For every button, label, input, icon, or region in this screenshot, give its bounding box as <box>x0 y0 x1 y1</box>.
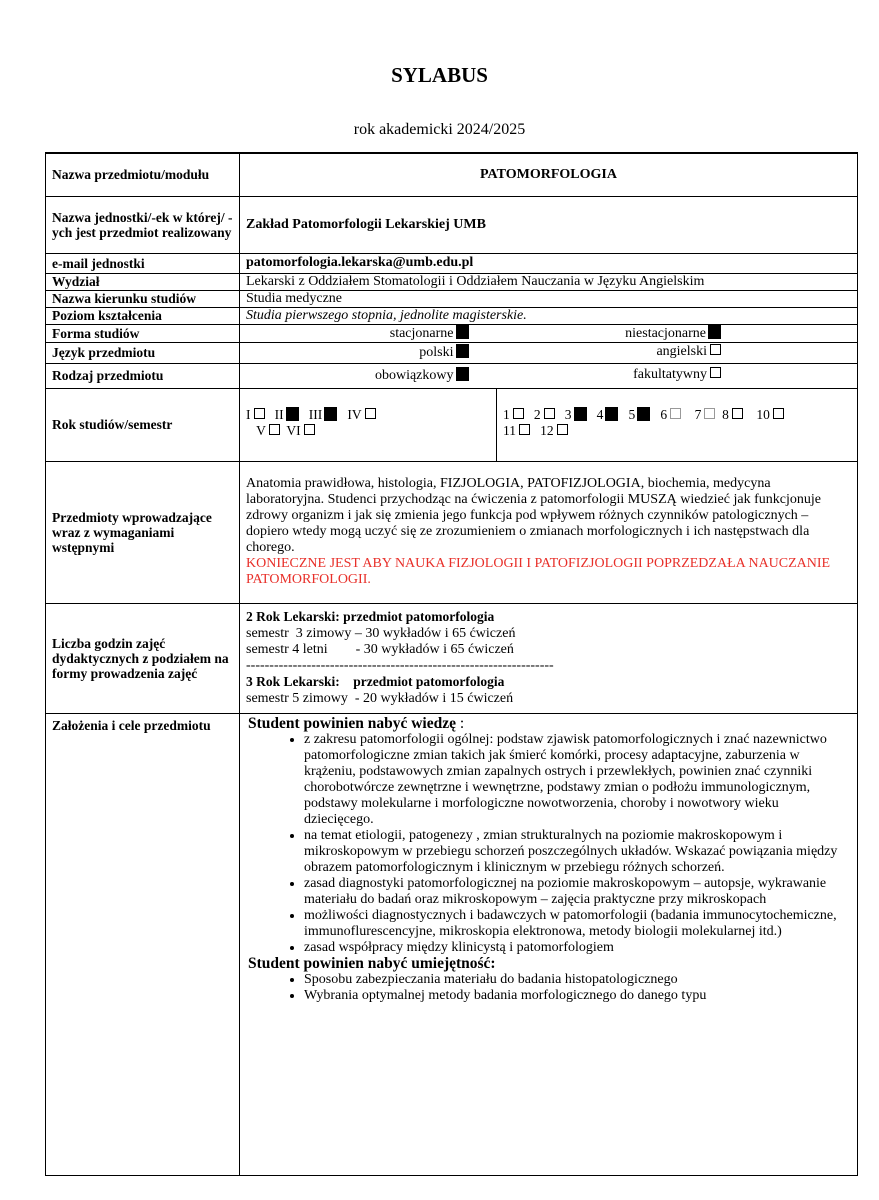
checked-box-icon[interactable] <box>324 407 337 421</box>
form-options <box>240 324 858 342</box>
unit-label: Nazwa jednostki/-ek w której/ -ych jest przedmiot realizowany <box>46 196 240 253</box>
checked-box-icon[interactable] <box>456 344 469 358</box>
semesters <box>497 389 790 461</box>
language-label: Język przedmiotu <box>46 342 240 363</box>
prereq-label: Przedmioty wprowadzające wraz z wymaganiami wstępnymi <box>46 461 240 603</box>
faculty-label: Wydział <box>46 273 240 290</box>
checked-box-icon[interactable] <box>286 407 299 421</box>
empty-checkbox-icon[interactable] <box>519 424 530 435</box>
checked-box-icon[interactable] <box>456 367 469 381</box>
form-option-part-time: niestacjonarne <box>625 325 706 341</box>
semester-2: 2 <box>533 406 541 422</box>
checked-box-icon[interactable] <box>574 407 587 421</box>
year-II: II <box>274 406 284 422</box>
type-label: Rodzaj przedmiotu <box>46 363 240 388</box>
checked-box-icon[interactable] <box>605 407 618 421</box>
academic-year: rok akademicki 2024/2025 <box>353 121 526 138</box>
checked-box-icon[interactable] <box>637 407 650 421</box>
list-item: • Wybrania optymalnej metody badania morfologicznego do danego typu <box>304 988 851 1004</box>
checked-box-icon[interactable] <box>708 325 721 339</box>
email-label: e-mail jednostki <box>46 253 240 273</box>
year-V: V <box>256 422 266 438</box>
semester-11: 11 <box>503 422 516 438</box>
prereq-warning: KONIECZNE JEST ABY NAUKA FIZJOLOGII I PATOFIZJOLOGII POPRZEDZAŁA NAUCZANIE PATOMORFOLOGII. <box>246 556 831 587</box>
semester4-hours: semestr 4 letni - 30 wykładów i 65 ćwiczeń <box>246 642 514 657</box>
empty-checkbox-icon[interactable] <box>269 424 280 435</box>
unit-email: patomorfologia.lekarska@umb.edu.pl <box>240 253 858 273</box>
type-options <box>240 363 858 388</box>
type-option-elective: fakultatywny <box>633 367 707 382</box>
list-item: • zasad diagnostyki patomorfologicznej na poziomie makroskopowym – autopsje, wykrawanie materiału do badań oraz mikroskopowym – zajęcia praktyczne przy mikroskopach <box>304 876 851 908</box>
semester-4: 4 <box>596 406 604 422</box>
empty-checkbox-icon[interactable] <box>513 408 524 419</box>
goals-cell <box>240 713 858 1175</box>
form-label: Forma studiów <box>46 324 240 342</box>
semester-1: 1 <box>503 406 510 422</box>
semester-7: 7 <box>694 406 702 422</box>
year-III: III <box>308 406 323 422</box>
semester-8: 8 <box>722 406 729 422</box>
level-label: Poziom kształcenia <box>46 307 240 324</box>
semester-10: 10 <box>756 406 770 422</box>
list-item: • możliwości diagnostycznych i badawczych w patomorfologii (badania immunocytochemiczne, immunoflurescencyjne, mikroskopia elektronowa, metody biologii molekularnej itd.) <box>304 908 851 940</box>
form-option-full-time: stacjonarne <box>389 325 454 341</box>
knowledge-heading: Student powinien nabyć wiedzę : <box>248 714 465 732</box>
semester-5: 5 <box>628 406 636 422</box>
semester5-hours: semestr 5 zimowy - 20 wykładów i 15 ćwiczeń <box>246 691 514 706</box>
empty-checkbox-icon[interactable] <box>704 408 715 419</box>
study-years <box>240 389 497 461</box>
empty-checkbox-icon[interactable] <box>557 424 568 435</box>
list-item: • zasad współpracy między klinicystą i patomorfologiem <box>304 940 851 956</box>
subject-label: Nazwa przedmiotu/modułu <box>46 153 240 196</box>
knowledge-list <box>246 732 851 956</box>
year-I: I <box>246 406 251 422</box>
year-semester-cell <box>240 388 858 461</box>
semester-3: 3 <box>564 406 572 422</box>
list-item: • na temat etiologii, patogenezy , zmian strukturalnych na poziomie makroskopowym i mikroskopowym w przebiegu schorzeń poszczególnych układów. Wskazać powiązania między obrazem patomorfologicznym i klinicznym w przebiegu różnych schorzeń. <box>304 828 851 876</box>
semester-6: 6 <box>660 406 668 422</box>
document-title: SYLABUS <box>391 63 488 87</box>
empty-checkbox-icon[interactable] <box>710 367 721 378</box>
syllabus-table <box>45 152 858 1176</box>
year-label: Rok studiów/semestr <box>46 388 240 461</box>
type-option-mandatory: obowiązkowy <box>374 368 454 383</box>
prereq-cell <box>240 461 858 603</box>
subject-name: PATOMORFOLOGIA <box>240 153 858 196</box>
year3-heading: 3 Rok Lekarski: przedmiot patomorfologia <box>246 674 505 689</box>
empty-checkbox-icon[interactable] <box>365 408 376 419</box>
empty-checkbox-icon[interactable] <box>254 408 265 419</box>
goals-label: Założenia i cele przedmiotu <box>46 713 240 1175</box>
field-label: Nazwa kierunku studiów <box>46 290 240 307</box>
checked-box-icon[interactable] <box>456 325 469 339</box>
semester-12: 12 <box>540 422 554 438</box>
skills-heading: Student powinien nabyć umiejętność: <box>248 954 496 972</box>
language-options <box>240 342 858 363</box>
empty-checkbox-icon[interactable] <box>710 344 721 355</box>
faculty-value: Lekarski z Oddziałem Stomatologii i Oddziałem Nauczania w Języku Angielskim <box>240 273 858 290</box>
empty-checkbox-icon[interactable] <box>544 408 555 419</box>
semester3-hours: semestr 3 zimowy – 30 wykładów i 65 ćwiczeń <box>246 626 516 641</box>
language-option-polish: polski <box>419 345 454 360</box>
prereq-text: Anatomia prawidłowa, histologia, FIZJOLOGIA, PATOFIZJOLOGIA, biochemia, medycyna laboratoryjna. Studenci przychodząc na ćwiczenia z patomorfologii MUSZĄ wiedzieć jak funkcjonuje zdrowy organizm i jak się zmienia jego funkcja pod wpływem różnych czynników patologicznych – dopiero wtedy mogą uczyć się ze zrozumieniem o zmianach morfologicznych i ich następstwach dla chorego. <box>246 476 821 555</box>
empty-checkbox-icon[interactable] <box>304 424 315 435</box>
list-item: • z zakresu patomorfologii ogólnej: podstaw zjawisk patomorfologicznych i znać nazewnictwo patomorfologiczne zmian takich jak śmierć komórki, procesy adaptacyjne, zaburzenia w krążeniu, podstawowych zmian zapalnych ostrych i przewlekłych, powinien znać czynniki chorobotwórcze zewnętrzne i wewnętrzne, podstawy zmian o podłożu immunologicznym, podstawy molekularne i morfologiczne nowotworzenia, choroby i nowotwory wieku dziecięcego. <box>304 732 851 828</box>
list-item: • Sposobu zabezpieczania materiału do badania histopatologicznego <box>304 972 851 988</box>
language-option-english: angielski <box>656 344 707 359</box>
field-value: Studia medyczne <box>240 290 858 307</box>
unit-name: Zakład Patomorfologii Lekarskiej UMB <box>240 196 858 253</box>
empty-checkbox-icon[interactable] <box>773 408 784 419</box>
skills-list <box>246 972 851 1004</box>
year-VI: VI <box>286 422 301 438</box>
year2-heading: 2 Rok Lekarski: przedmiot patomorfologia <box>246 609 495 624</box>
hours-cell <box>240 603 858 713</box>
level-value: Studia pierwszego stopnia, jednolite magisterskie. <box>240 307 858 324</box>
empty-checkbox-icon[interactable] <box>670 408 681 419</box>
hours-label: Liczba godzin zajęć dydaktycznych z podziałem na formy prowadzenia zajęć <box>46 603 240 713</box>
empty-checkbox-icon[interactable] <box>732 408 743 419</box>
hours-divider: ------------------------------------------------------------------ <box>246 658 554 673</box>
year-IV: IV <box>347 406 362 422</box>
